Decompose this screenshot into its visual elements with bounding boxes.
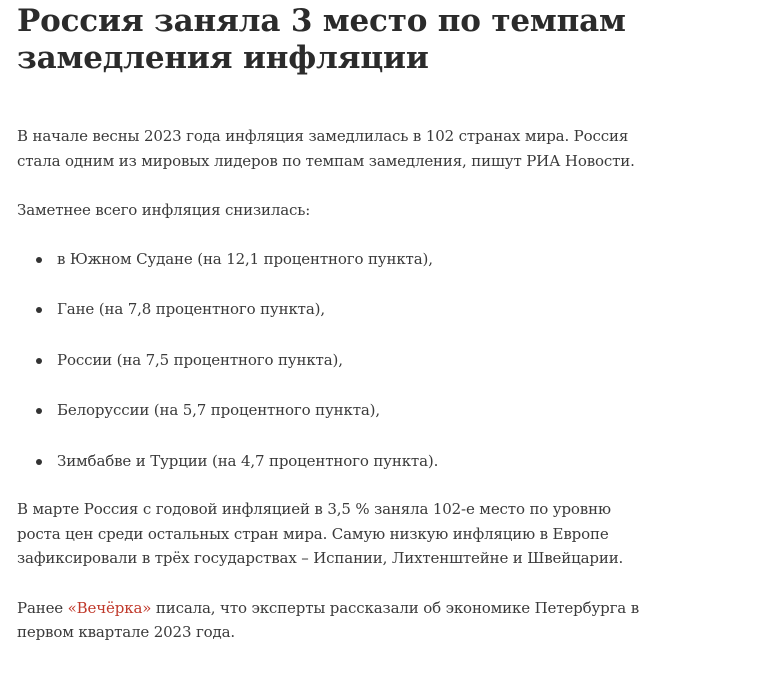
earlier-text-after: писала, что эксперты рассказали об экономике Петербурга в первом квартале 2023 года. bbox=[17, 598, 640, 641]
list-item bbox=[17, 449, 657, 474]
list-item bbox=[17, 348, 657, 373]
vecherka-link[interactable]: «Вечёрка» bbox=[67, 598, 152, 617]
list-item bbox=[17, 297, 657, 322]
bullet-icon bbox=[36, 459, 42, 465]
earlier-paragraph bbox=[17, 596, 657, 645]
lead-paragraph: Заметнее всего инфляция снизилась: bbox=[17, 201, 311, 219]
bullet-icon bbox=[36, 358, 42, 364]
bullet-icon bbox=[36, 408, 42, 414]
list-item-text: Гане (на 7,8 процентного пункта), bbox=[57, 300, 325, 318]
intro-paragraph: В начале весны 2023 года инфляция замедлилась в 102 странах мира. Россия стала одним из мировых лидеров по темпам замедления, пишут РИА Новости. bbox=[17, 127, 635, 170]
article bbox=[17, 0, 657, 645]
march-paragraph: В марте Россия с годовой инфляцией в 3,5 % заняла 102-е место по уровню роста цен среди остальных стран мира. Самую низкую инфляцию в Европе зафиксировали в трёх государствах – Испании, Лихтенштейне и Швейцарии. bbox=[17, 500, 624, 567]
inflation-list bbox=[17, 247, 657, 474]
earlier-text-before: Ранее bbox=[17, 598, 68, 617]
list-item-text: Зимбабве и Турции (на 4,7 процентного пункта). bbox=[57, 451, 439, 470]
list-item-text: России (на 7,5 процентного пункта), bbox=[57, 350, 343, 369]
list-item bbox=[17, 247, 657, 272]
list-item-text: Белоруссии (на 5,7 процентного пункта), bbox=[57, 401, 380, 419]
list-item bbox=[17, 398, 657, 423]
bullet-icon bbox=[36, 307, 42, 313]
list-item-text: в Южном Судане (на 12,1 процентного пункта), bbox=[57, 249, 433, 268]
bullet-icon bbox=[36, 257, 42, 263]
article-title: Россия заняла 3 место по темпам замедления инфляции bbox=[17, 3, 626, 76]
